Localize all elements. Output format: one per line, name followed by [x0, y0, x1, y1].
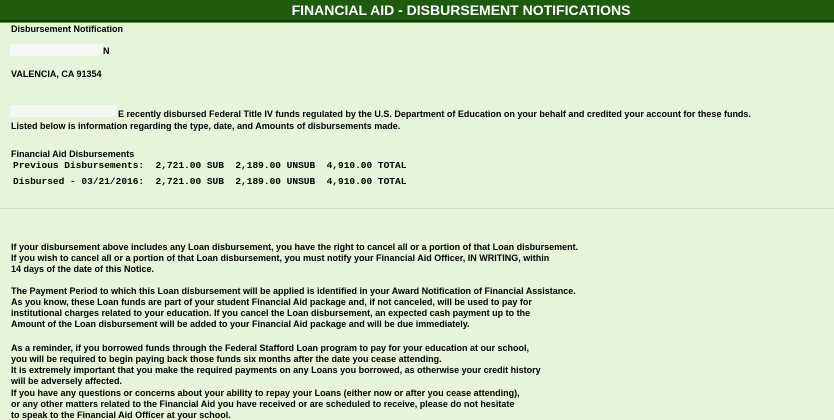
payment-period-line: The Payment Period to which this Loan disbursement will be applied is identified in your Award Notification of Financial Assistance.	[11, 286, 576, 296]
payment-period-line: Amount of the Loan disbursement will be added to your Financial Aid package and will be due immediately.	[11, 319, 470, 329]
disbursement-total: 4,910.00 TOTAL	[326, 160, 407, 171]
disbursement-sub: 2,721.00 SUB	[155, 160, 224, 171]
payment-period-line: As you know, these Loan funds are part of your student Financial Aid package and, if not canceled, will be used to pay for	[11, 297, 532, 307]
address-city-line: VALENCIA, CA 91354	[11, 69, 102, 79]
reminder-line: will be adversely affected.	[11, 376, 123, 386]
cancel-line: If you wish to cancel all or a portion of that Loan disbursement, you must notify your Financial Aid Officer, IN WRITING, within	[11, 253, 550, 263]
cancel-line: If your disbursement above includes any Loan disbursement, you have the right to cancel all or a portion of that Loan disbursement.	[11, 242, 579, 252]
page-title: FINANCIAL AID - DISBURSEMENT NOTIFICATIONS	[291, 2, 631, 18]
intro-line-2: Listed below is information regarding the type, date, and Amounts of disbursements made.	[11, 121, 401, 131]
reminder-line: to speak to the Financial Aid Officer at your school.	[11, 410, 231, 420]
disbursement-unsub: 2,189.00 UNSUB	[235, 176, 316, 187]
disbursement-sub: 2,721.00 SUB	[155, 176, 224, 187]
disbursement-label: Previous Disbursements:	[13, 160, 145, 171]
address-name-tail: N	[103, 46, 110, 56]
header-divider-light	[0, 22, 834, 23]
payment-period-line: institutional charges related to your education. If you cancel the Loan disbursement, an expected cash payment up to the	[11, 308, 531, 318]
disbursement-unsub: 2,189.00 UNSUB	[235, 160, 316, 171]
cancel-line: 14 days of the date of this Notice.	[11, 264, 155, 274]
page-header	[0, 0, 834, 20]
disbursements-heading: Financial Aid Disbursements	[11, 149, 135, 159]
intro-line-1: E recently disbursed Federal Title IV funds regulated by the U.S. Department of Education on your behalf and credited your account for these funds.	[118, 109, 751, 119]
reminder-line: you will be required to begin paying back those funds six months after the date you cease attending.	[11, 354, 442, 364]
notice-heading: Disbursement Notification	[11, 24, 124, 34]
reminder-line: or any other matters related to the Financial Aid you have received or are scheduled to receive, please do not hesitate	[11, 399, 515, 409]
section-divider	[0, 208, 834, 209]
reminder-line: If you have any questions or concerns about your ability to repay your Loans (either now or after you cease attending),	[11, 388, 520, 398]
disbursement-label: Disbursed - 03/21/2016:	[13, 176, 145, 187]
redacted-school-name	[10, 105, 118, 117]
reminder-line: It is extremely important that you make the required payments on any Loans you borrowed, as otherwise your credit history	[11, 365, 541, 375]
disbursement-row	[13, 161, 406, 171]
redacted-name	[10, 44, 103, 56]
disbursement-row	[13, 177, 406, 187]
reminder-line: As a reminder, if you borrowed funds through the Federal Stafford Loan program to pay for your education at our school,	[11, 343, 530, 353]
disbursement-total: 4,910.00 TOTAL	[326, 176, 407, 187]
